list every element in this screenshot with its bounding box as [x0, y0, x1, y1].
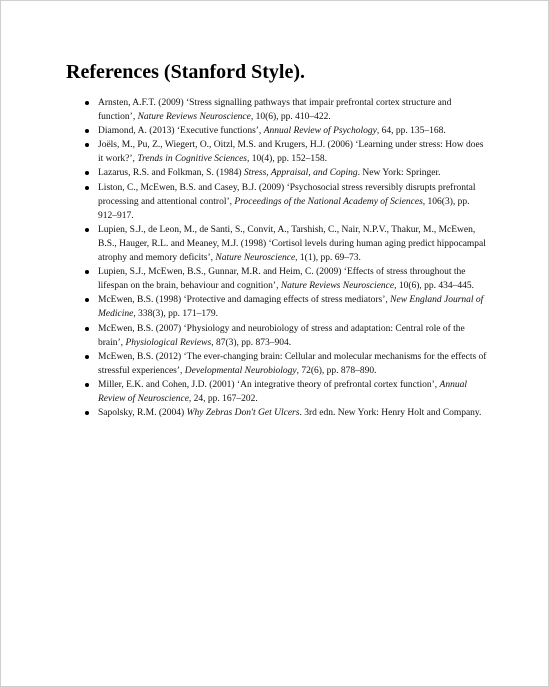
- reference-text-segment: , 24, pp. 167–202.: [188, 393, 258, 404]
- reference-text-segment: , 64, pp. 135–168.: [376, 126, 446, 137]
- bullet-icon: [85, 298, 89, 302]
- reference-text: [98, 225, 486, 263]
- reference-source-title: Physiological Reviews: [125, 337, 212, 348]
- reference-text-segment: . New York: Springer.: [357, 168, 441, 179]
- reference-source-title: Annual Review of Neuroscience: [98, 379, 467, 404]
- reference-text-segment: , 1(1), pp. 69–73.: [295, 253, 361, 264]
- reference-item: [98, 166, 488, 180]
- reference-text-segment: , 106(3), pp. 912–917.: [98, 196, 470, 221]
- page-title: References (Stanford Style).: [66, 61, 306, 83]
- reference-item: [98, 265, 488, 293]
- reference-text: [98, 295, 483, 319]
- reference-text: [98, 183, 476, 221]
- reference-text: [98, 140, 483, 164]
- reference-text-segment: Sapolsky, R.M. (2004): [98, 408, 187, 419]
- reference-text-segment: McEwen, B.S. (2007) ‘Physiology and neurobiology of stress and adaptation: Central role of the brain’,: [98, 323, 465, 348]
- reference-source-title: Why Zebras Don't Get Ulcers: [186, 408, 300, 419]
- reference-text: [98, 98, 451, 122]
- reference-source-title: Nature Reviews Neuroscience: [137, 112, 251, 123]
- reference-item: [98, 223, 488, 265]
- reference-text-segment: Lupien, S.J., McEwen, B.S., Gunnar, M.R. and Heim, C. (2009) ‘Effects of stress throughout the lifespan on the brain, behaviour and cognition’,: [98, 267, 466, 292]
- reference-source-title: Stress, Appraisal, and Coping: [243, 168, 358, 179]
- reference-text-segment: , 10(6), pp. 434–445.: [394, 281, 475, 292]
- reference-item: [98, 96, 488, 124]
- reference-text-segment: Joëls, M., Pu, Z., Wiegert, O., Oitzl, M.S. and Krugers, H.J. (2006) ‘Learning under stress: How does it work?’,: [98, 140, 484, 165]
- reference-text-segment: Miller, E.K. and Cohen, J.D. (2001) ‘An integrative theory of prefrontal cortex function’,: [98, 379, 440, 390]
- bullet-icon: [85, 171, 89, 175]
- reference-text: [98, 408, 481, 418]
- reference-text-segment: . 3rd edn. New York: Henry Holt and Company.: [299, 408, 482, 419]
- reference-item: [98, 293, 488, 321]
- reference-text-segment: , 338(3), pp. 171–179.: [133, 309, 219, 320]
- reference-source-title: New England Journal of Medicine: [98, 295, 484, 320]
- reference-source-title: Proceedings of the National Academy of Sciences: [234, 196, 423, 207]
- bullet-icon: [85, 101, 89, 105]
- reference-text: [98, 380, 467, 404]
- reference-text-segment: Liston, C., McEwen, B.S. and Casey, B.J. (2009) ‘Psychosocial stress reversibly disrupts prefrontal processing and attentional control’,: [98, 182, 476, 207]
- reference-text-segment: , 10(4), pp. 152–158.: [247, 154, 327, 165]
- reference-item: [98, 181, 488, 223]
- reference-text-segment: McEwen, B.S. (1998) ‘Protective and damaging effects of stress mediators’,: [98, 295, 391, 306]
- reference-item: [98, 378, 488, 406]
- reference-text-segment: Lupien, S.J., de Leon, M., de Santi, S., Convit, A., Tarshish, C., Nair, N.P.V., Thakur, M., McEwen, B.S., Hauger, R.L. and Meaney, M.J. (1998) ‘Cortisol levels during human aging predict hippocampal atrophy and memory deficits’,: [98, 224, 486, 264]
- reference-text: [98, 352, 486, 376]
- reference-source-title: Annual Review of Psychology: [263, 126, 377, 137]
- reference-item: [98, 350, 488, 378]
- reference-item: [98, 138, 488, 166]
- reference-item: [98, 322, 488, 350]
- bullet-icon: [85, 383, 89, 387]
- reference-list: [98, 96, 488, 420]
- bullet-icon: [85, 327, 89, 331]
- reference-text: [98, 267, 474, 291]
- reference-text-segment: Arnsten, A.F.T. (2009) ‘Stress signalling pathways that impair prefrontal cortex structure and function’,: [98, 98, 452, 123]
- bullet-icon: [85, 411, 89, 415]
- bullet-icon: [85, 143, 89, 147]
- reference-text-segment: , 87(3), pp. 873–904.: [211, 337, 292, 348]
- reference-text-segment: , 72(6), pp. 878–890.: [296, 365, 377, 376]
- reference-text: [98, 168, 441, 178]
- bullet-icon: [85, 228, 89, 232]
- reference-text: [98, 126, 446, 136]
- bullet-icon: [85, 186, 89, 190]
- bullet-icon: [85, 355, 89, 359]
- reference-text-segment: , 10(6), pp. 410–422.: [250, 112, 331, 123]
- reference-source-title: Trends in Cognitive Sciences: [137, 154, 247, 165]
- reference-text-segment: McEwen, B.S. (2012) ‘The ever-changing brain: Cellular and molecular mechanisms for the effects of stressful experiences’,: [98, 351, 487, 376]
- reference-item: [98, 406, 488, 420]
- reference-source-title: Developmental Neurobiology: [184, 365, 297, 376]
- bullet-icon: [85, 129, 89, 133]
- reference-source-title: Nature Neuroscience: [215, 253, 296, 264]
- reference-source-title: Nature Reviews Neuroscience: [280, 281, 395, 292]
- bullet-icon: [85, 270, 89, 274]
- reference-text-segment: Lazarus, R.S. and Folkman, S. (1984): [98, 168, 244, 179]
- reference-text-segment: Diamond, A. (2013) ‘Executive functions’,: [98, 126, 264, 137]
- reference-text: [98, 324, 465, 348]
- reference-item: [98, 124, 488, 138]
